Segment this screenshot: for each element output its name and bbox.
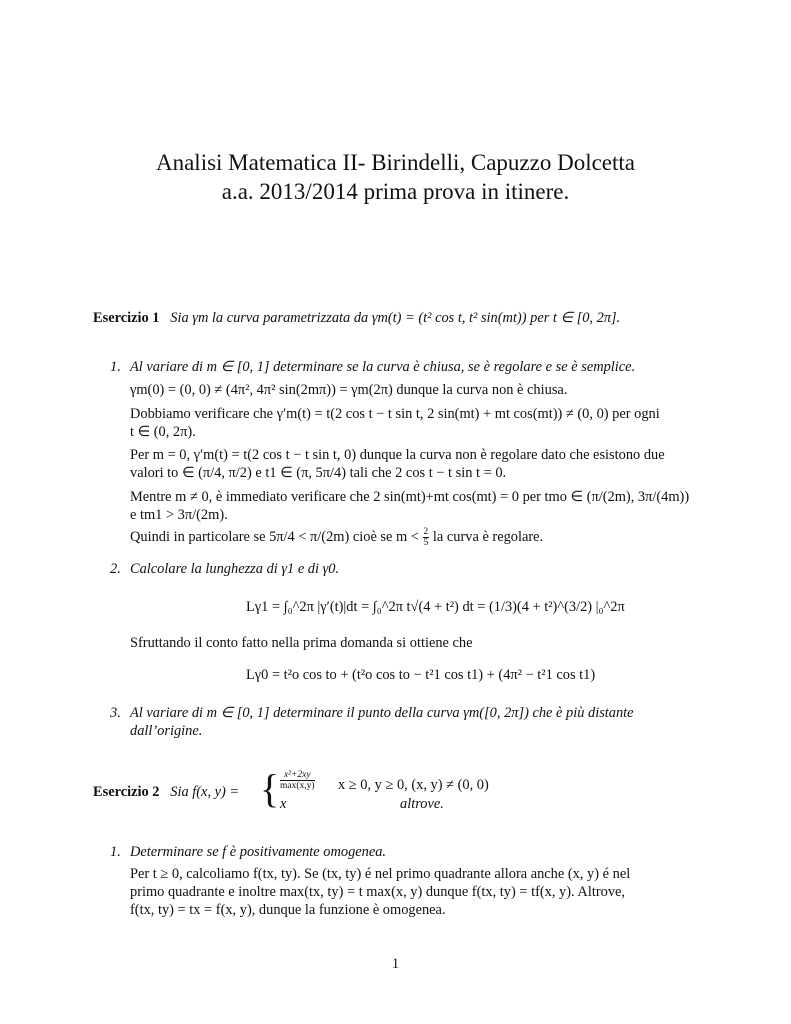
exercise-1-heading [93, 309, 620, 327]
ex1-q3-question-line-2: dall’origine. [130, 723, 203, 739]
ex2-q1-answer-line-1: Per t ≥ 0, calcoliamo f(tx, ty). Se (tx, ty) é nel primo quadrante allora anche (x, y) é nel [130, 866, 631, 882]
ex1-q1-answer-line-3: t ∈ (0, 2π). [130, 424, 196, 440]
ex1-q1-answer-line-5: valori to ∈ (π/4, π/2) e t1 ∈ (π, 5π/4) tali che 2 cos t − t sin t = 0. [130, 465, 507, 481]
ex1-q1-answer-line-8: Quindi in particolare se 5π/4 < π/(2m) cioè se m < $\frac{2}{5}$ la curva è regolare. [130, 527, 544, 548]
title-line-2: a.a. 2013/2014 prima prova in itinere. [221, 179, 570, 204]
length-gamma1-formula: Lγ1 = ∫₀^2π |γ′(t)|dt = ∫₀^2π t√(4 + t²) dt = (1/3)(4 + t²)^(3/2) |₀^2π [246, 599, 625, 615]
piecewise-brace: { [260, 766, 280, 811]
ex1-q2-question: Calcolare la lunghezza di γ1 e di γ0. [130, 561, 340, 577]
ex2-q1-answer-line-2: primo quadrante e inoltre max(tx, ty) = t max(x, y) dunque f(tx, ty) = tf(x, y). Altrove, [130, 884, 625, 900]
exercise-1-label: Esercizio 1 [93, 310, 160, 326]
page-number: 1 [391, 956, 400, 972]
ex1-q1-answer-line-1: γm(0) = (0, 0) ≠ (4π², 4π² sin(2mπ)) = γm(2π) dunque la curva non è chiusa. [130, 382, 568, 398]
case-2-condition: altrove. [400, 796, 444, 812]
case-1-value: $\frac{\text{x²+2xy}}{\max(x,y)}$ [280, 770, 315, 791]
ex1-q1-number: 1. [110, 359, 121, 375]
exercise-2-lhs: Sia f(x, y) = [170, 784, 240, 800]
case-2-value: x [280, 796, 287, 812]
ex2-q1-question: Determinare se f è positivamente omogenea. [130, 844, 387, 860]
exercise-1-statement: Sia γm la curva parametrizzata da γm(t) = (t² cos t, t² sin(mt)) per t ∈ [0, 2π]. [170, 310, 621, 326]
ex1-q1-answer-line-2: Dobbiamo verificare che γ′m(t) = t(2 cos t − t sin t, 2 sin(mt) + mt cos(mt)) ≠ (0, 0) per ogni [130, 406, 660, 422]
fraction-two-fifths: $\frac{2}{5}$ [423, 527, 429, 548]
ex1-q2-number: 2. [110, 561, 121, 577]
length-gamma0-formula: Lγ0 = t²o cos to + (t²o cos to − t²1 cos t1) + (4π² − t²1 cos t1) [246, 667, 596, 683]
ex1-q1-answer-line-4: Per m = 0, γ′m(t) = t(2 cos t − t sin t, 0) dunque la curva non è regolare dato che esistono due [130, 447, 665, 463]
ex1-q2-text: Sfruttando il conto fatto nella prima domanda si ottiene che [130, 635, 473, 651]
ex2-q1-number: 1. [110, 844, 121, 860]
ex1-q1-answer-line-6: Mentre m ≠ 0, è immediato verificare che 2 sin(mt)+mt cos(mt) = 0 per tmo ∈ (π/(2m), 3π/(4m)) [130, 489, 690, 505]
ex1-q3-number: 3. [110, 705, 121, 721]
ex1-q3-question-line-1: Al variare di m ∈ [0, 1] determinare il punto della curva γm([0, 2π]) che è più distante [130, 705, 634, 721]
title-line-1: Analisi Matematica II- Birindelli, Capuzzo Dolcetta [155, 150, 635, 175]
exercise-2-label: Esercizio 2 [93, 784, 160, 800]
ex1-q1-answer-line-7: e tm1 > 3π/(2m). [130, 507, 228, 523]
ex1-q1-question: Al variare di m ∈ [0, 1] determinare se la curva è chiusa, se è regolare e se è semplice. [130, 359, 636, 375]
ex2-q1-answer-line-3: f(tx, ty) = tx = f(x, y), dunque la funzione è omogenea. [130, 902, 446, 918]
exercise-2-heading [93, 783, 239, 801]
case-1-condition: x ≥ 0, y ≥ 0, (x, y) ≠ (0, 0) [338, 777, 489, 793]
